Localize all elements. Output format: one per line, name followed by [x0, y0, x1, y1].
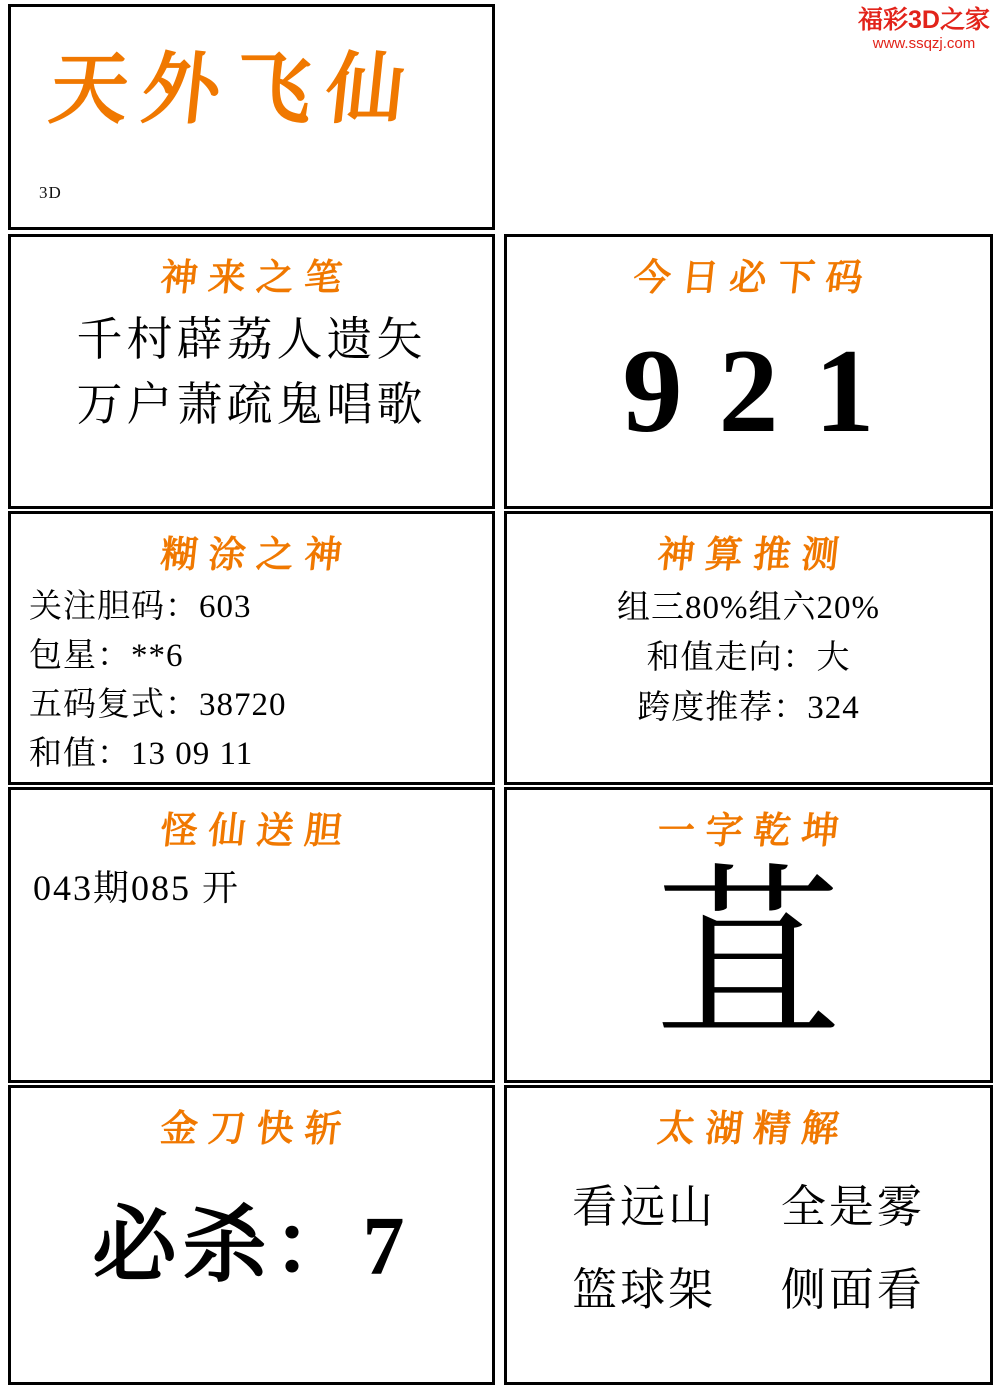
hutu-row-wuma: 五码复式：38720 — [29, 687, 287, 723]
panel-hutu — [8, 511, 495, 785]
panel-today-title: 今日必下码 — [631, 255, 876, 299]
taihu-line-1 — [507, 1170, 990, 1235]
hutu-row-hezhi: 和值：13 09 11 — [29, 736, 254, 772]
panel-jindao-title: 金刀快斩 — [158, 1106, 355, 1150]
panel-yizi-title: 一字乾坤 — [655, 808, 852, 852]
taihu-line-2-a: 篮球架 — [572, 1263, 717, 1316]
panel-shensuan-title: 神算推测 — [655, 532, 852, 576]
panel-today-number — [504, 234, 993, 509]
panel-guaixian — [8, 787, 495, 1083]
panel-taihu-title: 太湖精解 — [655, 1106, 852, 1150]
header-box — [8, 4, 495, 230]
watermark-url: www.ssqzj.com — [872, 34, 976, 52]
issue-label: 3D — [39, 183, 62, 202]
panel-poem-line-2: 万户萧疏鬼唱歌 — [76, 378, 427, 430]
jindao-kill-value: 必杀：7 — [92, 1200, 411, 1293]
page-title: 天外飞仙 — [45, 44, 424, 135]
panel-poem — [8, 234, 495, 509]
panel-poem-line-1: 千村薜荔人遗矢 — [76, 314, 427, 365]
panel-taihu — [504, 1085, 993, 1385]
today-number-value: 921 — [622, 324, 911, 457]
panel-poem-title: 神来之笔 — [158, 255, 355, 299]
panel-jindao — [8, 1085, 495, 1385]
panel-yizi — [504, 787, 993, 1083]
yizi-glyph: 苴 — [656, 846, 841, 1062]
panel-shensuan — [504, 511, 993, 785]
hutu-row-baoxing: 包星：**6 — [29, 638, 184, 674]
taihu-line-1-b: 全是雾 — [780, 1180, 925, 1233]
shensuan-row-trend: 和值走向：大 — [646, 640, 851, 676]
taihu-line-1-a: 看远山 — [572, 1180, 717, 1233]
shensuan-row-group: 组三80%组六20% — [617, 590, 880, 626]
shensuan-row-span: 跨度推荐：324 — [637, 690, 860, 726]
hutu-row-dan: 关注胆码：603 — [29, 589, 252, 625]
guaixian-row: 043期085 开 — [33, 868, 241, 908]
panel-guaixian-title: 怪仙送胆 — [158, 808, 355, 852]
watermark-title: 福彩3D之家 — [858, 6, 990, 34]
watermark — [858, 6, 990, 52]
taihu-line-2 — [507, 1253, 990, 1318]
panel-hutu-title: 糊涂之神 — [158, 532, 355, 576]
taihu-line-2-b: 侧面看 — [780, 1263, 925, 1316]
